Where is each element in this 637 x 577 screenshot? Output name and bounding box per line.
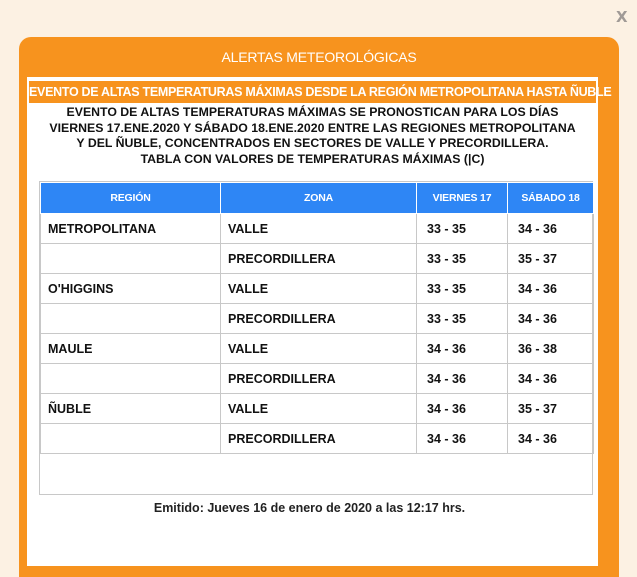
cell-friday: 33 - 35 — [417, 214, 508, 244]
header-friday: VIERNES 17 — [417, 183, 508, 214]
cell-friday: 34 - 36 — [417, 394, 508, 424]
event-description — [27, 105, 598, 167]
description-line: TABLA CON VALORES DE TEMPERATURAS MÁXIMAS (|C) — [140, 151, 485, 166]
close-button[interactable]: X — [616, 8, 628, 26]
table-header-row — [41, 183, 594, 214]
temperature-table — [40, 182, 594, 454]
table-row — [41, 244, 594, 274]
cell-region: ÑUBLE — [41, 394, 221, 424]
cell-region — [41, 304, 221, 334]
temperature-table-container — [39, 181, 593, 495]
cell-saturday: 35 - 37 — [508, 244, 594, 274]
table-row — [41, 304, 594, 334]
description-line: Y DEL ÑUBLE, CONCENTRADOS EN SECTORES DE VALLE Y PRECORDILLERA. — [76, 136, 549, 151]
description-line: EVENTO DE ALTAS TEMPERATURAS MÁXIMAS SE PRONOSTICAN PARA LOS DÍAS — [66, 105, 559, 119]
table-row — [41, 274, 594, 304]
cell-friday: 34 - 36 — [417, 334, 508, 364]
cell-friday: 34 - 36 — [417, 424, 508, 454]
cell-saturday: 34 - 36 — [508, 214, 594, 244]
cell-zone: PRECORDILLERA — [221, 364, 417, 394]
cell-zone: VALLE — [221, 274, 417, 304]
description-line: VIERNES 17.ENE.2020 Y SÁBADO 18.ENE.2020 ENTRE LAS REGIONES METROPOLITANA — [49, 120, 576, 135]
cell-region: METROPOLITANA — [41, 214, 221, 244]
cell-saturday: 36 - 38 — [508, 334, 594, 364]
cell-region: O'HIGGINS — [41, 274, 221, 304]
cell-region — [41, 364, 221, 394]
dialog-title: ALERTAS METEOROLÓGICAS — [221, 49, 417, 65]
table-row — [41, 334, 594, 364]
table-row — [41, 424, 594, 454]
cell-region — [41, 424, 221, 454]
issued-timestamp: Emitido: Jueves 16 de enero de 2020 a las 12:17 hrs. — [153, 501, 466, 515]
cell-saturday: 34 - 36 — [508, 364, 594, 394]
cell-zone: VALLE — [221, 334, 417, 364]
cell-zone: PRECORDILLERA — [221, 304, 417, 334]
cell-friday: 33 - 35 — [417, 274, 508, 304]
cell-saturday: 34 - 36 — [508, 424, 594, 454]
cell-friday: 33 - 35 — [417, 244, 508, 274]
cell-zone: PRECORDILLERA — [221, 424, 417, 454]
event-subtitle: EVENTO DE ALTAS TEMPERATURAS MÁXIMAS DESDE LA REGIÓN METROPOLITANA HASTA ÑUBLE — [27, 79, 598, 105]
cell-zone: VALLE — [221, 214, 417, 244]
cell-zone: PRECORDILLERA — [221, 244, 417, 274]
cell-friday: 34 - 36 — [417, 364, 508, 394]
header-saturday: SÁBADO 18 — [508, 183, 594, 214]
cell-saturday: 34 - 36 — [508, 274, 594, 304]
header-region: REGIÓN — [41, 183, 221, 214]
cell-friday: 33 - 35 — [417, 304, 508, 334]
cell-saturday: 34 - 36 — [508, 304, 594, 334]
header-zone: ZONA — [221, 183, 417, 214]
cell-region: MAULE — [41, 334, 221, 364]
table-row — [41, 394, 594, 424]
cell-zone: VALLE — [221, 394, 417, 424]
table-row — [41, 364, 594, 394]
cell-region — [41, 244, 221, 274]
table-row — [41, 214, 594, 244]
cell-saturday: 35 - 37 — [508, 394, 594, 424]
